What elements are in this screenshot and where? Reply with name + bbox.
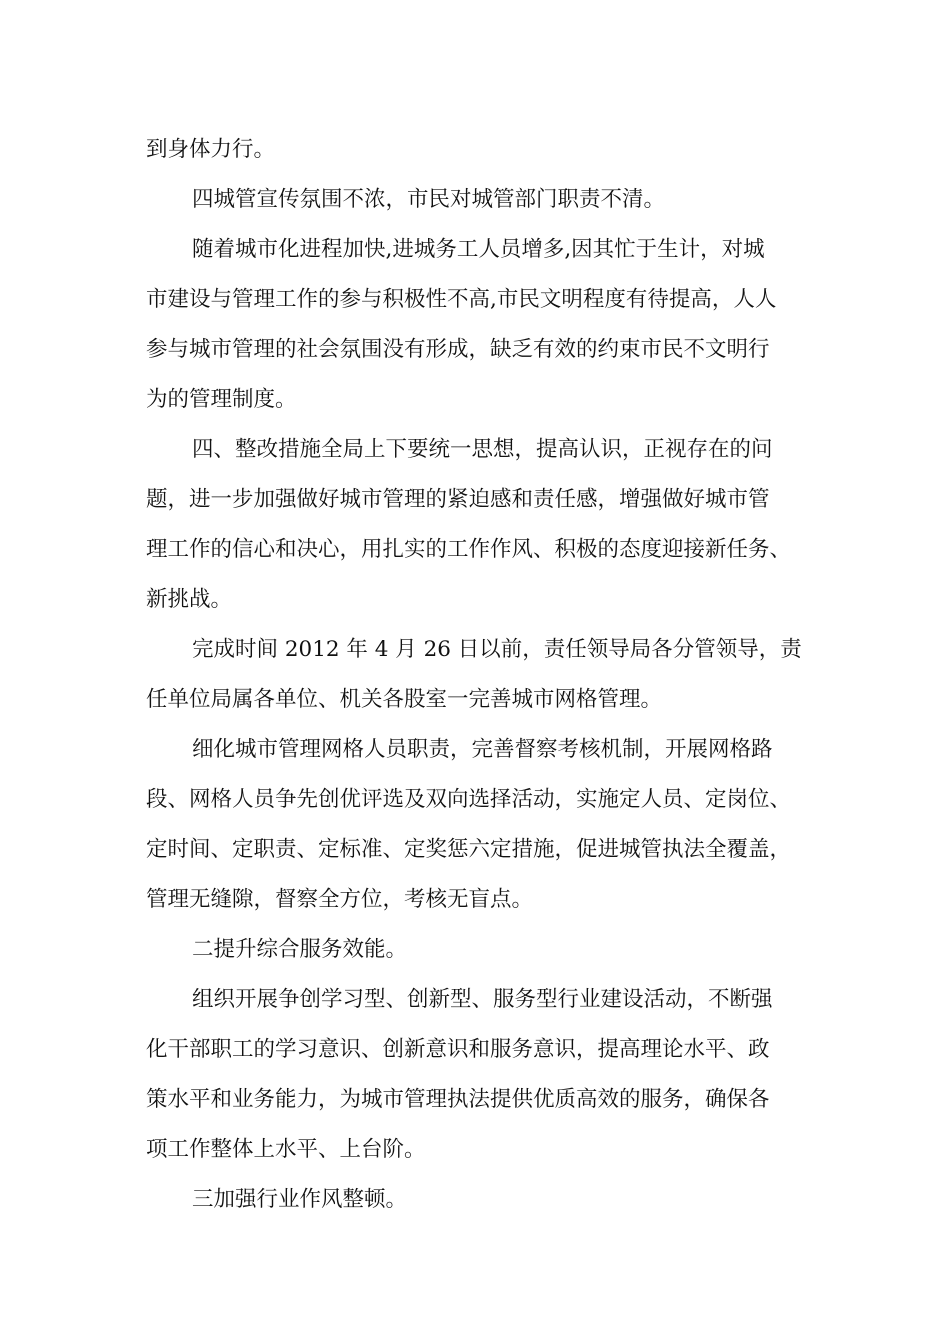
line-text: 为的管理制度。: [146, 387, 297, 412]
text-line: [0, 875, 950, 925]
text-line: [0, 1025, 950, 1075]
line-text: 三加强行业作风整顿。: [192, 1187, 408, 1212]
text-line: [0, 175, 950, 225]
line-text: 完成时间 2012 年 4 月 26 日以前，责任领导局各分管领导，责: [192, 637, 802, 662]
text-line: [0, 375, 950, 425]
text-line: [0, 425, 950, 475]
line-text: 段、网格人员争先创优评选及双向选择活动，实施定人员、定岗位、: [146, 787, 792, 812]
text-line: [0, 1175, 950, 1225]
line-text: 组织开展争创学习型、创新型、服务型行业建设活动，不断强: [192, 987, 773, 1012]
line-text: 策水平和业务能力，为城市管理执法提供优质高效的服务，确保各: [146, 1087, 770, 1112]
text-line: [0, 525, 950, 575]
line-text: 新挑战。: [146, 587, 233, 612]
line-text: 项工作整体上水平、上台阶。: [146, 1137, 426, 1162]
line-text: 管理无缝隙，督察全方位，考核无盲点。: [146, 887, 534, 912]
line-text: 二提升综合服务效能。: [192, 937, 408, 962]
line-text: 题，进一步加强做好城市管理的紧迫感和责任感，增强做好城市管: [146, 487, 770, 512]
line-text: 理工作的信心和决心，用扎实的工作作风、积极的态度迎接新任务、: [146, 537, 792, 562]
text-line: [0, 475, 950, 525]
text-line: [0, 225, 950, 275]
text-line: [0, 675, 950, 725]
line-text: 四、整改措施全局上下要统一思想，提高认识，正视存在的问: [192, 437, 773, 462]
text-line: [0, 275, 950, 325]
line-text: 四城管宣传氛围不浓，市民对城管部门职责不清。: [192, 187, 666, 212]
line-text: 任单位局属各单位、机关各股室一完善城市网格管理。: [146, 687, 663, 712]
text-line: [0, 625, 950, 675]
line-text: 到身体力行。: [146, 137, 276, 162]
line-text: 参与城市管理的社会氛围没有形成，缺乏有效的约束市民不文明行: [146, 337, 770, 362]
line-text: 定时间、定职责、定标准、定奖惩六定措施，促进城管执法全覆盖，: [146, 837, 792, 862]
line-text: 化干部职工的学习意识、创新意识和服务意识，提高理论水平、政: [146, 1037, 770, 1062]
line-text: 细化城市管理网格人员职责，完善督察考核机制，开展网格路: [192, 737, 773, 762]
text-line: [0, 575, 950, 625]
text-line: [0, 975, 950, 1025]
line-text: 随着城市化进程加快,进城务工人员增多,因其忙于生计，对城: [192, 237, 765, 262]
text-line: [0, 1125, 950, 1175]
line-text: 市建设与管理工作的参与积极性不高,市民文明程度有待提高，人人: [146, 287, 777, 312]
text-line: [0, 725, 950, 775]
text-line: [0, 125, 950, 175]
text-line: [0, 825, 950, 875]
text-line: [0, 775, 950, 825]
text-line: [0, 925, 950, 975]
text-line: [0, 1075, 950, 1125]
text-line: [0, 325, 950, 375]
